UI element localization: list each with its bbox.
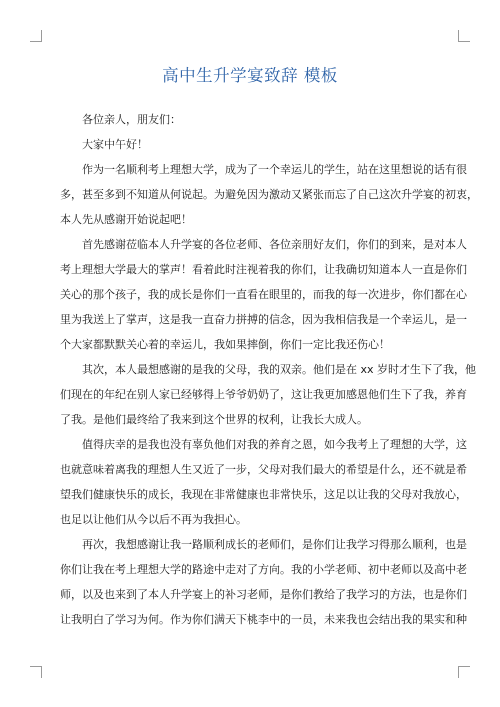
document-body	[60, 113, 478, 639]
crop-mark-top-right	[458, 41, 470, 42]
crop-mark-bottom-right	[458, 666, 470, 667]
document-title: 高中生升学宴致辞 模板	[162, 66, 338, 85]
paragraph-line: 多，甚至多到不知道从何说起。为避免因为激动又紧张而忘了自己这次升学宴的初衷，	[60, 188, 478, 201]
paragraph-line: 本人先从感谢开始说起吧！	[60, 213, 192, 226]
paragraph-line: 其次，本人最想感谢的是我的父母，我的双亲。他们是在 xx 岁时才生下了我，他	[82, 363, 477, 376]
salutation: 各位亲人，朋友们：	[82, 113, 181, 126]
paragraph-line: 考上理想大学最大的掌声！看着此时注视着我的你们，让我确切知道本人一直是你们	[60, 263, 467, 276]
crop-mark-bottom-right	[458, 666, 459, 678]
crop-mark-top-right	[458, 30, 459, 42]
paragraph-line: 个大家都默默关心着的幸运儿，我如果摔倒，你们一定比我还伤心！	[60, 338, 390, 351]
paragraph-line: 里为我送上了掌声，这是我一直奋力拼搏的信念，因为我相信我是一个幸运儿，是一	[60, 313, 467, 326]
paragraph-line: 望我们健康快乐的成长，我现在非常健康也非常快乐，这足以让我的父母对我放心，	[60, 488, 467, 501]
paragraph-line: 再次，我想感谢让我一路顺利成长的老师们，是你们让我学习得那么顺利，也是	[82, 538, 467, 551]
paragraph-line: 也就意味着离我的理想人生又近了一步，父母对我们最大的希望是什么，还不就是希	[60, 463, 467, 476]
crop-mark-top-left	[41, 30, 42, 42]
paragraph-line: 师，以及也来到了本人升学宴上的补习老师，是你们教给了我学习的方法，也是你们	[60, 588, 467, 601]
greeting: 大家中午好！	[82, 138, 148, 151]
paragraph-line: 关心的那个孩子，我的成长是你们一直看在眼里的，而我的每一次进步，你们都在心	[60, 288, 467, 301]
paragraph-line: 值得庆幸的是我也没有辜负他们对我的养育之恩，如今我考上了理想的大学，这	[82, 438, 467, 451]
crop-mark-bottom-left	[41, 666, 42, 678]
paragraph-line: 作为一名顺利考上理想大学，成为了一个幸运儿的学生，站在这里想说的话有很	[82, 163, 467, 176]
paragraph-line: 让我明白了学习为何。作为你们满天下桃李中的一员，未来我也会结出我的果实和种	[60, 613, 467, 626]
paragraph-line: 了我。是他们最终给了我来到这个世界的权利，让我长大成人。	[60, 413, 368, 426]
paragraph-line: 也足以让他们从今以后不再为我担心。	[60, 513, 247, 526]
paragraph-line: 首先感谢莅临本人升学宴的各位老师、各位亲朋好友们，你们的到来，是对本人	[82, 238, 467, 251]
paragraph-line: 你们让我在考上理想大学的路途中走对了方向。我的小学老师、初中老师以及高中老	[60, 563, 467, 576]
paragraph-line: 们现在的年纪在别人家已经够得上爷爷奶奶了，这让我更加感恩他们生下了我，养育	[60, 388, 467, 401]
